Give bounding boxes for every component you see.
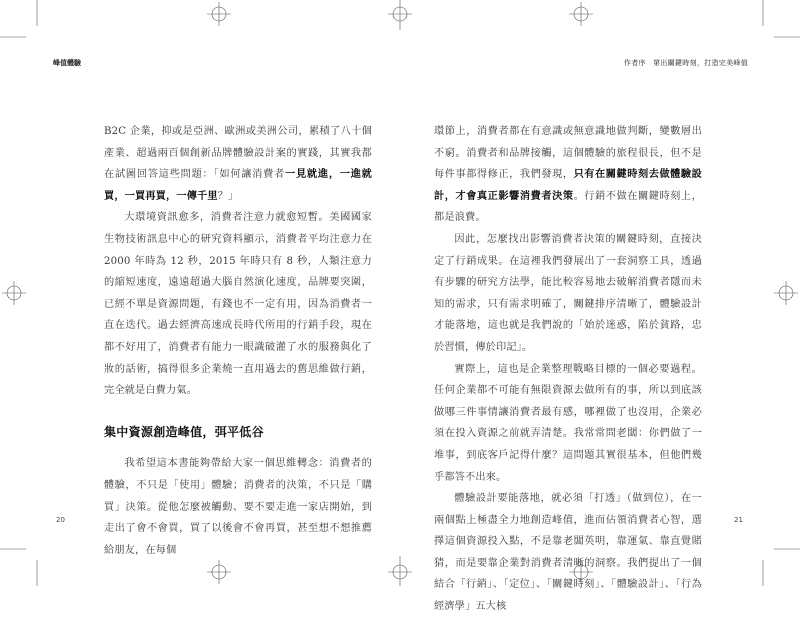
page-number-right: 21 — [734, 516, 743, 524]
paragraph: 實際上，這也是企業整理戰略目標的一個必要過程。任何企業都不可能有無限資源去做所有的事，所以到底該做哪三件事情讓消費者最有感，哪裡做了也沒用，企業必須在投入資源之前就弄清楚。我常常問老闆：你們做了一堆事，到底客戶記得什麼？這問題其實很基本，但他們幾乎都答不出來。 — [434, 363, 702, 483]
right-page-body — [434, 121, 702, 618]
paragraph — [434, 121, 702, 229]
emphasis-text: 只有在關鍵時刻去做體驗設計，才會真正影響消費者決策 — [434, 168, 702, 202]
paragraph-text: 。行銷不做在關鍵時刻上，都是浪費。 — [434, 190, 702, 224]
emphasis-text: 一見就進，一進就買，一買再買，一傳千里 — [104, 168, 373, 202]
page-number-left: 20 — [56, 516, 65, 524]
left-page-body — [104, 121, 372, 561]
paragraph: 大環境資訊愈多，消費者注意力就愈短暫。美國國家生物技術訊息中心的研究資料顯示，消費者平均注意力在 2000 年時為 12 秒，2015 年時只有 8 秒，人類注意力的縮短速度，遠遠超過大腦自然演化速度，品牌要突圍，已經不單是資源問題，有錢也不一定有用，因為消費者一直在迭代。過去經濟高速成長時代所用的行銷手段，現在都不好用了，消費者有能力一眼識破灌了水的服務與化了妝的話術，搞得很多企業燒一直用過去的舊思維做行銷，完全就是白費力氣。 — [104, 212, 372, 397]
running-head-right: 作者序 第出關鍵時刻，打造完美峰值 — [623, 59, 748, 67]
paragraph-text: ？」 — [217, 190, 239, 202]
section-heading: 集中資源創造峰值，弭平低谷 — [104, 424, 264, 439]
running-head-left: 峰值體驗 — [53, 59, 81, 67]
paragraph-text: B2C 企業，抑或是亞洲、歐洲或美洲公司，累積了八十個產業、超過兩百個創新品牌體驗設計案的實踐，其實我都在試圖回答這些問題：「如何讓消費者 — [104, 126, 372, 181]
paragraph-text: 環節上，消費者都在有意識或無意識地做判斷，變數層出不窮。消費者和品牌接觸，這個體驗的旅程很長，但不是每件事都得修正，我們發現， — [434, 126, 702, 181]
paragraph — [104, 121, 372, 207]
paragraph: 體驗設計要能落地，就必須「打透」（做到位），在一兩個點上極盡全力地創造峰值，進而佔領消費者心智，選擇這個資源投入點，不是靠老闆英明，靠運氣、靠直覺賭猜，而是要靠企業對消費者清晰的洞察。我們提出了一個結合「行銷」、「定位」、「關鍵時刻」、「體驗設計」、「行為經濟學」五大核 — [434, 493, 702, 613]
paragraph: 我希望這本書能夠帶給大家一個思維轉念：消費者的體驗，不只是「使用」體驗；消費者的決策，不只是「購買」決策。從他怎麼被觸動、要不要走進一家店開始，到走出了會不會買，買了以後會不會再買，甚至想不想推薦給朋友，在每個 — [104, 458, 372, 556]
paragraph: 因此，怎麼找出影響消費者決策的關鍵時刻，直接決定了行銷成果。在這裡我們發展出了一套洞察工具，透過有步驟的研究方法學，能比較容易地去破解消費者隱而未知的需求，只有需求明確了，關鍵排序清晰了，體驗設計才能落地，這也就是我們說的「始於迷惑，陷於貧路，忠於習慣，傳於印記」。 — [434, 233, 702, 353]
